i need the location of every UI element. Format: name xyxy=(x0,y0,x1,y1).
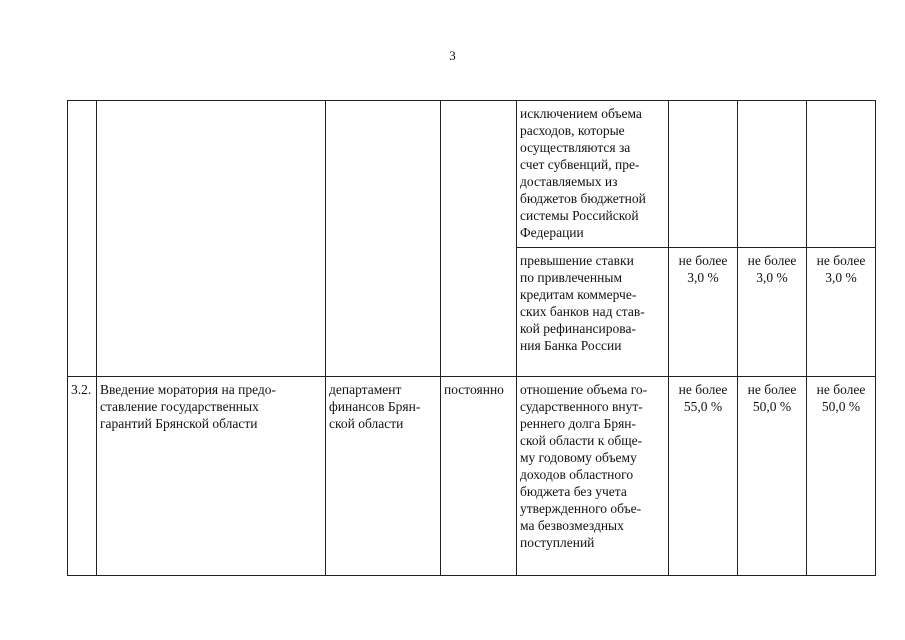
row-number-cell: 3.2. xyxy=(68,377,97,576)
value-cell xyxy=(669,101,738,248)
value-cell: не более 3,0 % xyxy=(807,248,876,377)
value-cell: не более 50,0 % xyxy=(807,377,876,576)
executor-cell xyxy=(326,101,441,377)
row-number-cell xyxy=(68,101,97,377)
value-cell: не более 50,0 % xyxy=(738,377,807,576)
page-number: 3 xyxy=(449,48,456,63)
value-cell xyxy=(807,101,876,248)
executor-cell: департамент финансов Брян- ской области xyxy=(326,377,441,576)
indicator-cell: исключением объема расходов, которые осуществляются за счет субвенций, пре- доставляемых из бюджетов бюджетной системы Российской Федерации xyxy=(517,101,669,248)
term-cell: постоянно xyxy=(441,377,517,576)
value-cell: не более 3,0 % xyxy=(669,248,738,377)
value-cell xyxy=(738,101,807,248)
measure-cell: Введение моратория на предо- ставление государственных гарантий Брянской области xyxy=(97,377,326,576)
indicator-cell: отношение объема го- сударственного внут- реннего долга Брян- ской области к обще- му годовому объему доходов областного бюджета без учета утвержденного объе- ма безвозмездных поступлений xyxy=(517,377,669,576)
term-cell xyxy=(441,101,517,377)
table-row xyxy=(68,377,876,576)
measure-cell xyxy=(97,101,326,377)
measures-table xyxy=(67,100,876,576)
value-cell: не более 55,0 % xyxy=(669,377,738,576)
value-cell: не более 3,0 % xyxy=(738,248,807,377)
indicator-cell: превышение ставки по привлеченным кредитам коммерче- ских банков над став- кой рефинансирова- ния Банка России xyxy=(517,248,669,377)
table-row xyxy=(68,101,876,248)
